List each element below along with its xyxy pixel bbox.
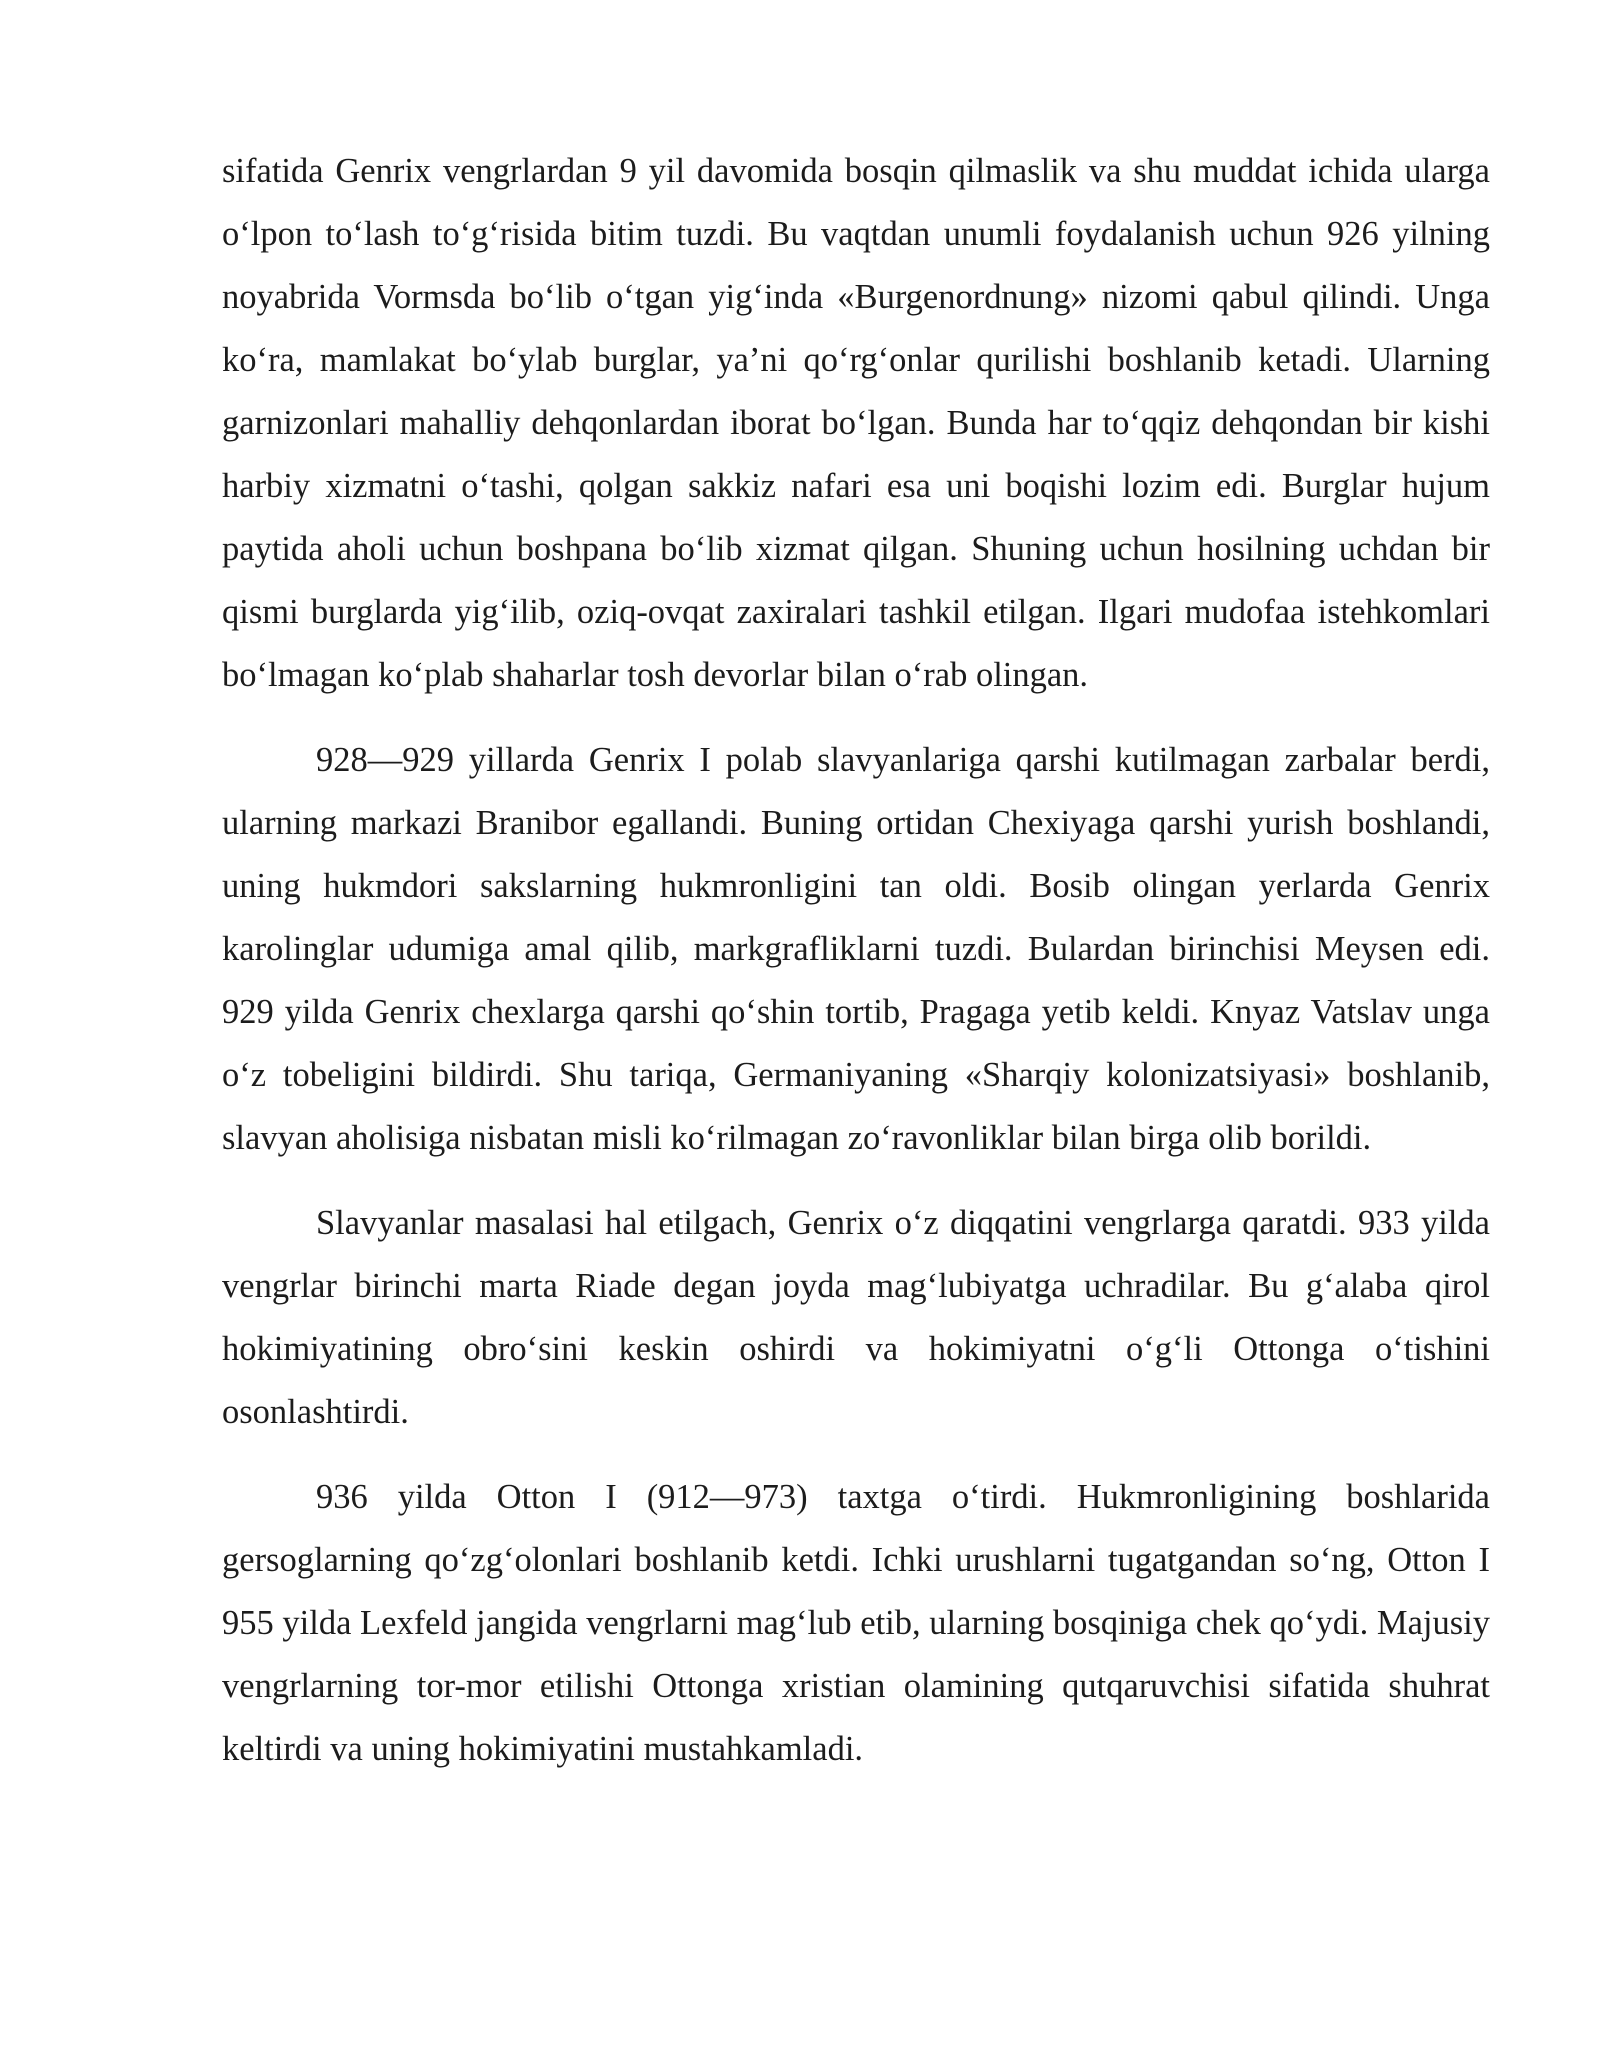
paragraph-3: Slavyanlar masalasi hal etilgach, Genrix o‘z diqqatini vengrlarga qaratdi. 933 yilda vengrlar birinchi marta Riade degan joyda mag‘lubiyatga uchradilar. Bu g‘alaba qirol hokimiyatining obro‘sini keskin oshirdi va hokimiyatni o‘g‘li Ottonga o‘tishini osonlashtirdi. [222,1204,1490,1431]
paragraph-4: 936 yilda Otton I (912—973) taxtga o‘tirdi. Hukmronligining boshlarida gersoglarning qo‘zg‘olonlari boshlanib ketdi. Ichki urushlarni tugatgandan so‘ng, Otton I 955 yilda Lexfeld jangida vengrlarni mag‘lub etib, ularning bosqiniga chek qo‘ydi. Majusiy vengrlarning tor-mor etilishi Ottonga xristian olamining qutqaruvchisi sifatida shuhrat keltirdi va uning hokimiyatini mustahkamladi. [222,1478,1490,1768]
paragraph-1: sifatida Genrix vengrlardan 9 yil davomida bosqin qilmaslik va shu muddat ichida ularga o‘lpon to‘lash to‘g‘risida bitim tuzdi. Bu vaqtdan unumli foydalanish uchun 926 yilning noyabrida Vormsda bo‘lib o‘tgan yig‘inda «Burgenordnung» nizomi qabul qilindi. Unga ko‘ra, mamlakat bo‘ylab burglar, ya’ni qo‘rg‘onlar qurilishi boshlanib ketadi. Ularning garnizonlari mahalliy dehqonlardan iborat bo‘lgan. Bunda har to‘qqiz dehqondan bir kishi harbiy xizmatni o‘tashi, qolgan sakkiz nafari esa uni boqishi lozim edi. Burglar hujum paytida aholi uchun boshpana bo‘lib xizmat qilgan. Shuning uchun hosilning uchdan bir qismi burglarda yig‘ilib, oziq-ovqat zaxiralari tashkil etilgan. Ilgari mudofaa istehkomlari bo‘lmagan ko‘plab shaharlar tosh devorlar bilan o‘rab olingan. [222,152,1490,694]
paragraph-2: 928—929 yillarda Genrix I polab slavyanlariga qarshi kutilmagan zarbalar berdi, ularning markazi Branibor egallandi. Buning ortidan Chexiyaga qarshi yurish boshlandi, uning hukmdori sakslarning hukmronligini tan oldi. Bosib olingan yerlarda Genrix karolinglar udumiga amal qilib, markgrafliklarni tuzdi. Bulardan birinchisi Meysen edi. 929 yilda Genrix chexlarga qarshi qo‘shin tortib, Pragaga yetib keldi. Knyaz Vatslav unga o‘z tobeligini bildirdi. Shu tariqa, Germaniyaning «Sharqiy kolonizatsiyasi» boshlanib, slavyan aholisiga nisbatan misli ko‘rilmagan zo‘ravonliklar bilan birga olib borildi. [222,741,1490,1157]
document-body [222,140,1490,1781]
